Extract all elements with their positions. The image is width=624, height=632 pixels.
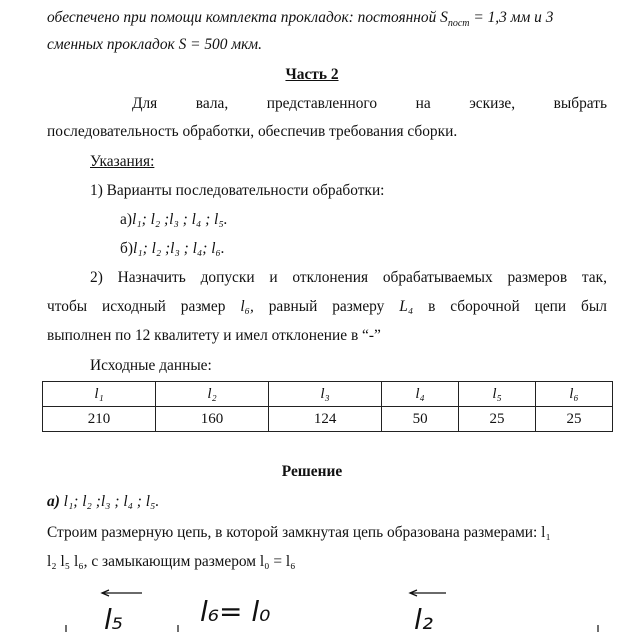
variant-b	[120, 239, 225, 259]
solution-chain-line-1: Строим размерную цепь, в которой замкнутая цепь образована размерами: l₁	[47, 524, 551, 541]
solution-variant	[47, 492, 159, 512]
intro-line-1	[47, 8, 553, 34]
task-word: выбрать	[553, 95, 607, 112]
item2-word: 2)	[90, 269, 103, 286]
item2-word: размер	[180, 298, 226, 315]
sketch-label-l2: l₂	[414, 603, 434, 632]
item2-word: сборочной	[450, 298, 520, 315]
table-header-cell: l₅	[459, 382, 536, 407]
item2-word: был	[581, 298, 607, 315]
part-title: Часть 2	[285, 66, 339, 83]
intro-line-1-a: обеспечено при помощи комплекта прокладок: постоянной S	[47, 9, 448, 26]
source-data-table	[42, 381, 613, 432]
item2-word: размеру	[332, 298, 385, 315]
variant-b-prefix: б)	[120, 240, 133, 257]
solution-chain-line-2: l₂ l₅ l₆, с замыкающим размером l₀ = l₆	[47, 553, 296, 570]
table-cell: 160	[156, 407, 269, 432]
item2-word: исходный	[102, 298, 166, 315]
solution-variant-sequence: l₁; l₂ ;l₃ ; l₄ ; l₅.	[59, 493, 160, 510]
intro-line-1-sub: пост	[447, 18, 470, 30]
item2-word: равный	[268, 298, 318, 315]
variant-b-sequence: l₁; l₂ ;l₃ ; l₄; l₆.	[132, 240, 225, 257]
task-word: представленного	[266, 95, 378, 112]
item2-word: так,	[581, 269, 607, 286]
item2-word: цепи	[534, 298, 567, 315]
item2-word: допуски	[200, 269, 255, 286]
intro-line-2: сменных прокладок S = 500 мкм.	[47, 36, 262, 53]
table-cell: 25	[536, 407, 613, 432]
intro-line-1-b: = 1,3 мм и 3	[469, 9, 554, 26]
table-header-cell: l₆	[536, 382, 613, 407]
item2-word: чтобы	[47, 298, 88, 315]
source-data-label: Исходные данные:	[90, 357, 212, 374]
sketch-label-l5: l₅	[104, 603, 124, 632]
table-cell: 210	[43, 407, 156, 432]
table-header-cell: l₃	[269, 382, 382, 407]
solution-variant-label: а)	[47, 493, 60, 510]
table-header-cell: l₁	[43, 382, 156, 407]
table-cell: 124	[269, 407, 382, 432]
instructions-label: Указания:	[90, 153, 155, 170]
instructions-item-1: 1) Варианты последовательности обработки:	[90, 182, 385, 199]
item2-word: и	[269, 269, 278, 286]
item2-word: l₆,	[240, 298, 254, 315]
instructions-item-2-line-3: выполнен по 12 квалитету и имел отклонение в “-”	[47, 327, 381, 344]
task-word: Для	[132, 95, 158, 112]
instructions-item-2-line-1	[90, 268, 607, 288]
task-word: эскизе,	[469, 95, 516, 112]
table-header-row	[43, 382, 613, 407]
item2-word: L₄	[399, 298, 414, 315]
item2-word: размеров	[507, 269, 568, 286]
table-header-cell: l₂	[156, 382, 269, 407]
variant-a	[120, 210, 228, 230]
item2-word: обрабатываемых	[382, 269, 493, 286]
item2-word: Назначить	[117, 269, 186, 286]
arrow-left-icon	[102, 590, 142, 596]
table-header-cell: l₄	[382, 382, 459, 407]
variant-a-prefix: а)	[120, 211, 132, 228]
table-cell: 50	[382, 407, 459, 432]
task-line-2: последовательность обработки, обеспечив требования сборки.	[47, 123, 458, 140]
task-word: вала,	[195, 95, 229, 112]
instructions-item-2-line-2	[47, 297, 607, 317]
table-row	[43, 407, 613, 432]
arrow-left-icon	[410, 590, 446, 596]
item2-word: в	[428, 298, 436, 315]
task-line-1	[132, 94, 607, 114]
dimension-chain-sketch	[0, 585, 624, 632]
table-cell: 25	[459, 407, 536, 432]
solution-title: Решение	[281, 463, 343, 480]
task-word: на	[415, 95, 431, 112]
item2-word: отклонения	[292, 269, 369, 286]
variant-a-sequence: l₁; l₂ ;l₃ ; l₄ ; l₅.	[131, 211, 228, 228]
sketch-label-l6-l0: l₆= l₀	[200, 595, 271, 628]
